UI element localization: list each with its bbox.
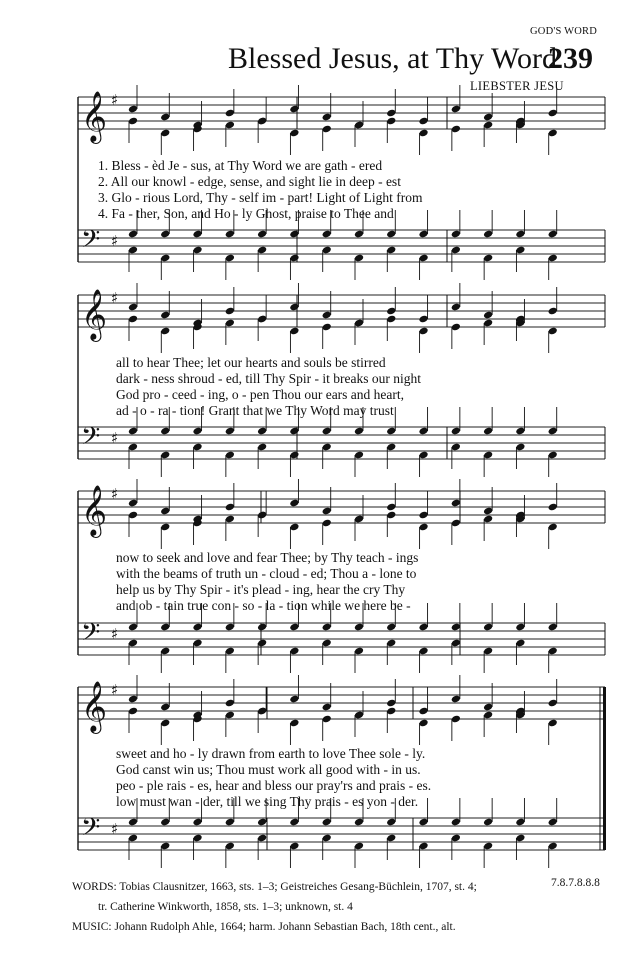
lyric-line: with the beams of truth un - cloud - ed; Thou a - lone to xyxy=(116,566,417,581)
sharp-icon: ♯ xyxy=(111,232,119,250)
meter: 7.8.7.8.8.8 xyxy=(551,877,600,889)
section-label: GOD'S WORD xyxy=(530,26,597,37)
lyric-line: sweet and ho - ly drawn from earth to love Thee sole - ly. xyxy=(116,746,426,761)
final-barline xyxy=(603,687,606,850)
bass-clef-icon: 𝄢 xyxy=(81,422,101,457)
lyric-line: 1. Bless - èd Je - sus, at Thy Word we are gath - ered xyxy=(98,158,383,173)
lyric-line: ad - o - ra - tion! Grant that we Thy Word may trust xyxy=(116,403,394,418)
bass-clef-icon: 𝄢 xyxy=(81,813,101,848)
hymn-number: 239 xyxy=(548,42,593,75)
treble-clef-icon: 𝄞 xyxy=(81,91,108,142)
lyric-line: 4. Fa - ther, Son, and Ho - ly Ghost, praise to Thee and xyxy=(98,206,394,221)
lyric-line: peo - ple rais - es, hear and bless our pray'rs and prais - es. xyxy=(116,778,432,793)
sharp-icon: ♯ xyxy=(111,820,119,838)
words-credit: WORDS: Tobias Clausnitzer, 1663, sts. 1–3; Geistreiches Gesang-Büchlein, 1707, st. 4; xyxy=(72,881,477,893)
lyric-line: and ob - tain true con - so - la - tion while we here be - xyxy=(116,598,411,613)
sharp-icon: ♯ xyxy=(111,681,119,699)
bass-clef-icon: 𝄢 xyxy=(81,618,101,653)
hymn-title: Blessed Jesus, at Thy Word xyxy=(228,42,557,75)
music-credit: MUSIC: Johann Rudolph Ahle, 1664; harm. Johann Sebastian Bach, 18th cent., alt. xyxy=(72,921,456,933)
lyric-line: now to seek and love and fear Thee; by Thy teach - ings xyxy=(116,550,419,565)
sharp-icon: ♯ xyxy=(111,485,119,503)
sharp-icon: ♯ xyxy=(111,429,119,447)
lyric-line: God pro - ceed - ing, o - pen Thou our ears and heart, xyxy=(116,387,405,402)
tune-name: LIEBSTER JESU xyxy=(470,79,564,93)
lyric-line: all to hear Thee; let our hearts and souls be stirred xyxy=(116,355,386,370)
lyric-line: dark - ness shroud - ed, till Thy Spir - it breaks our night xyxy=(116,371,421,386)
lyric-line: low must wan - der, till we sing Thy prais - es yon - der. xyxy=(116,794,419,809)
lyric-line: God canst win us; Thou must work all good with - in us. xyxy=(116,762,421,777)
bass-clef-icon: 𝄢 xyxy=(81,225,101,260)
treble-clef-icon: 𝄞 xyxy=(81,485,108,536)
treble-clef-icon: 𝄞 xyxy=(81,681,108,732)
lyric-line: 2. All our knowl - edge, sense, and sight lie in deep - est xyxy=(98,174,401,189)
lyric-line: 3. Glo - rious Lord, Thy - self im - part! Light of Light from xyxy=(98,190,423,205)
sharp-icon: ♯ xyxy=(111,91,119,109)
sharp-icon: ♯ xyxy=(111,625,119,643)
sharp-icon: ♯ xyxy=(111,289,119,307)
lyric-line: help us by Thy Spir - it's plead - ing, hear the cry Thy xyxy=(116,582,406,597)
translation-credit: tr. Catherine Winkworth, 1858, sts. 1–3; unknown, st. 4 xyxy=(98,901,353,913)
treble-clef-icon: 𝄞 xyxy=(81,289,108,340)
credits xyxy=(72,877,632,937)
